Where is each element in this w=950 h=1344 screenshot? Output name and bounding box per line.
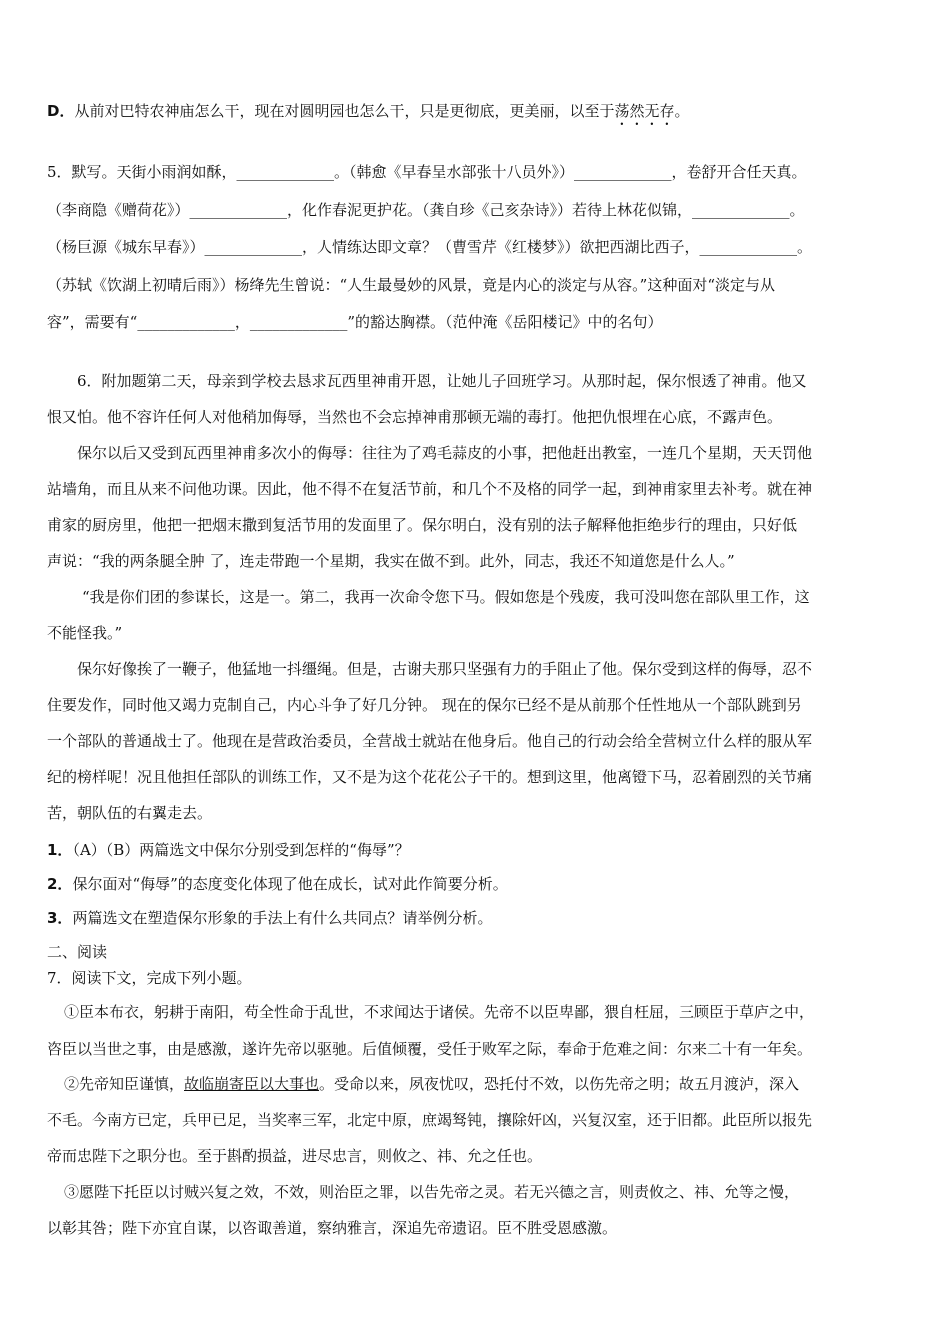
underlined-phrase: 故临崩寄臣以大事也 — [184, 1075, 320, 1093]
q6-line: 6．附加题第二天，母亲到学校去恳求瓦西里神甫开恩，让她儿子回班学习。从那时起，保尔恨透了神甫。他又 — [77, 372, 807, 390]
passage-text: 。受命以来，夙夜忧叹，恐托付不效，以伤先帝之明；故五月渡泸，深入 — [319, 1075, 800, 1093]
q6-line: 恨又怕。他不容许任何人对他稍加侮辱，当然也不会忘掉神甫那顿无端的毒打。他把仇恨埋在心底，不露声色。 — [47, 408, 783, 426]
q5-line: 5．默写。天街小雨润如酥，_____________。（韩愈《早春呈水部张十八员外》）_____________，卷舒开合任天真。 — [47, 163, 807, 181]
sub-question-number: 2． — [47, 875, 73, 893]
sub-question — [47, 840, 410, 860]
q5-line: 容”，需要有“_____________，_____________”的豁达胸襟。（范仲淹《岳阳楼记》中的名句） — [47, 313, 663, 331]
sub-question-number: 3． — [47, 909, 73, 927]
option-d-end: 。 — [674, 102, 690, 120]
sub-question-number: 1． — [47, 841, 73, 859]
passage-line: ③愿陛下托臣以讨贼兴复之效，不效，则治臣之罪，以告先帝之灵。若无兴德之言，则责攸之、祎、允等之慢， — [64, 1183, 800, 1201]
option-d — [47, 101, 907, 129]
q6-line: “我是你们团的参谋长，这是一。第二，我再一次命令您下马。假如您是个残废，我可没叫您在部队里工作，这 — [82, 588, 810, 606]
q6-line: 一个部队的普通战士了。他现在是营政治委员，全营战士就站在他身后。他自己的行动会给全营树立什么样的服从军 — [47, 732, 813, 750]
q6-line: 纪的榜样呢！况且他担任部队的训练工作，又不是为这个花花公子干的。想到这里，他离镫下马，忍着剧烈的关节痛 — [47, 768, 813, 786]
q6-line: 甫家的厨房里，他把一把烟末撒到复活节用的发面里了。保尔明白，没有别的法子解释他拒绝步行的理由，只好低 — [47, 516, 798, 534]
q6-line: 声说：“我的两条腿全肿 了，连走带跑一个星期，我实在做不到。此外，同志，我还不知道您是什么人。” — [47, 552, 735, 570]
question-7: 7．阅读下文，完成下列小题。 — [47, 969, 252, 987]
q6-line: 站墙角，而且从来不问他功课。因此，他不得不在复活节前，和几个不及格的同学一起，到神甫家里去补考。就在神 — [47, 480, 813, 498]
passage-line: ①臣本布衣，躬耕于南阳，苟全性命于乱世，不求闻达于诸侯。先帝不以臣卑鄙，猥自枉屈，三顾臣于草庐之中， — [64, 1003, 815, 1021]
option-d-label: D． — [47, 102, 75, 120]
q5-line: （杨巨源《城东早春》）_____________，人情练达即文章？（曹雪芹《红楼梦》）欲把西湖比西子，_____________。 — [47, 238, 813, 256]
sub-question — [47, 874, 508, 894]
passage-line: 以彰其咎；陛下亦宜自谋，以咨诹善道，察纳雅言，深追先帝遗诏。臣不胜受恩感激。 — [47, 1219, 618, 1237]
q6-line: 苦，朝队伍的右翼走去。 — [47, 804, 213, 822]
passage-text: ②先帝知臣谨慎， — [64, 1075, 185, 1093]
option-d-dotted-text: 荡然无存 — [614, 102, 675, 120]
passage-line: 咨臣以当世之事，由是感激，遂许先帝以驱驰。后值倾覆，受任于败军之际，奉命于危难之间：尔来二十有一年矣。 — [47, 1040, 813, 1058]
sub-question-text: 保尔面对“侮辱”的态度变化体现了他在成长，试对此作简要分析。 — [72, 875, 508, 893]
section-heading: 二、阅读 — [47, 943, 108, 961]
sub-question-text: 两篇选文在塑造保尔形象的手法上有什么共同点？请举例分析。 — [72, 909, 493, 927]
q6-line: 不能怪我。” — [47, 624, 123, 642]
q6-line: 住要发作，同时他又竭力克制自己，内心斗争了好几分钟。 现在的保尔已经不是从前那个任性地从一个部队跳到另 — [47, 696, 802, 714]
passage-line — [64, 1074, 799, 1094]
q6-line: 保尔以后又受到瓦西里神甫多次小的侮辱：往往为了鸡毛蒜皮的小事，把他赶出教室，一连几个星期，天天罚他 — [77, 444, 813, 462]
sub-question-text: （A）（B）两篇选文中保尔分别受到怎样的“侮辱”？ — [72, 841, 410, 859]
q5-line: （李商隐《赠荷花》）_____________，化作春泥更护花。（龚自珍《己亥杂诗》）若待上林花似锦，_____________。 — [47, 201, 805, 219]
passage-line: 不毛。今南方已定，兵甲已足，当奖率三军，北定中原，庶竭驽钝，攘除奸凶，兴复汉室，还于旧都。此臣所以报先 — [47, 1111, 813, 1129]
sub-question — [47, 908, 492, 928]
q6-line: 保尔好像挨了一鞭子，他猛地一抖缰绳。但是，古谢夫那只坚强有力的手阻止了他。保尔受到这样的侮辱，忍不 — [77, 660, 813, 678]
passage-line: 帝而忠陛下之职分也。至于斟酌损益，进尽忠言，则攸之、祎、允之任也。 — [47, 1147, 543, 1165]
q5-line: （苏轼《饮湖上初晴后雨》）杨绛先生曾说：“人生最曼妙的风景，竟是内心的淡定与从容。”这种面对“淡定与从 — [47, 276, 776, 294]
option-d-text: 从前对巴特农神庙怎么干，现在对圆明园也怎么干，只是更彻底，更美丽，以至于 — [74, 102, 615, 120]
